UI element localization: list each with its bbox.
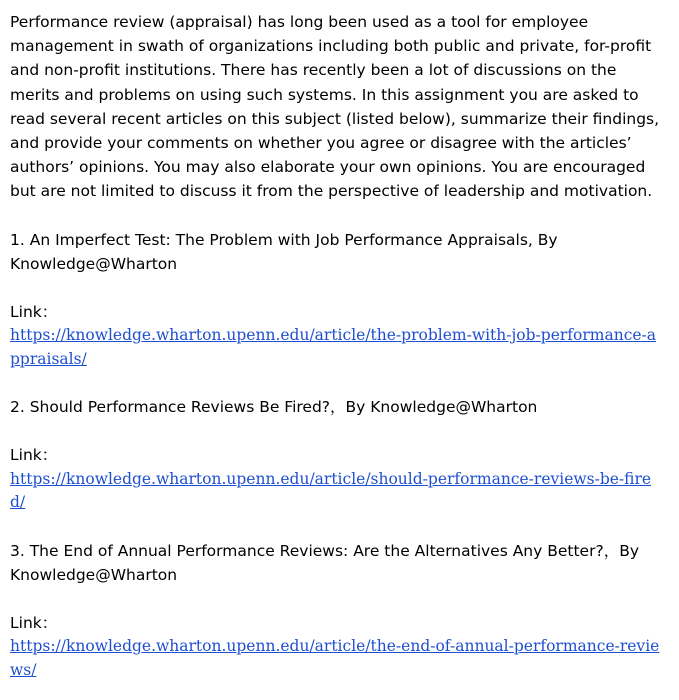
article-title: 3. The End of Annual Performance Reviews: Are the Alternatives Any Better?，By Knowledge@Wharton: [10, 541, 639, 584]
link-label: Link：: [10, 446, 58, 465]
intro-paragraph: Performance review (appraisal) has long been used as a tool for employee management in swath of organizations including both public and private, for-profit and non-profit institutions. There has recently been a lot of discussions on the merits and problems on using such systems. In this assignment you are asked to read several recent articles on this subject (listed below), summarize their findings, and provide your comments on whether you agree or disagree with the articles’ authors’ opinions. You may also elaborate your own opinions. You are encouraged but are not limited to discuss it from the perspective of leadership and motivation.: [10, 13, 660, 201]
article-link[interactable]: https://knowledge.wharton.upenn.edu/article/the-end-of-annual-performance-reviews/: [10, 637, 660, 679]
link-label: Link：: [10, 303, 58, 322]
article-item-2: [10, 395, 670, 514]
assignment-document: [10, 10, 670, 682]
article-item-1: [10, 228, 670, 372]
article-link[interactable]: https://knowledge.wharton.upenn.edu/article/should-performance-reviews-be-fired/: [10, 469, 652, 512]
article-title: 2. Should Performance Reviews Be Fired?，By Knowledge@Wharton: [10, 398, 538, 417]
article-title: 1. An Imperfect Test: The Problem with Job Performance Appraisals, By Knowledge@Wharton: [10, 230, 558, 273]
article-item-3: [10, 539, 670, 683]
article-link[interactable]: https://knowledge.wharton.upenn.edu/article/the-problem-with-job-performance-appraisals/: [10, 326, 657, 368]
link-label: Link：: [10, 614, 58, 633]
